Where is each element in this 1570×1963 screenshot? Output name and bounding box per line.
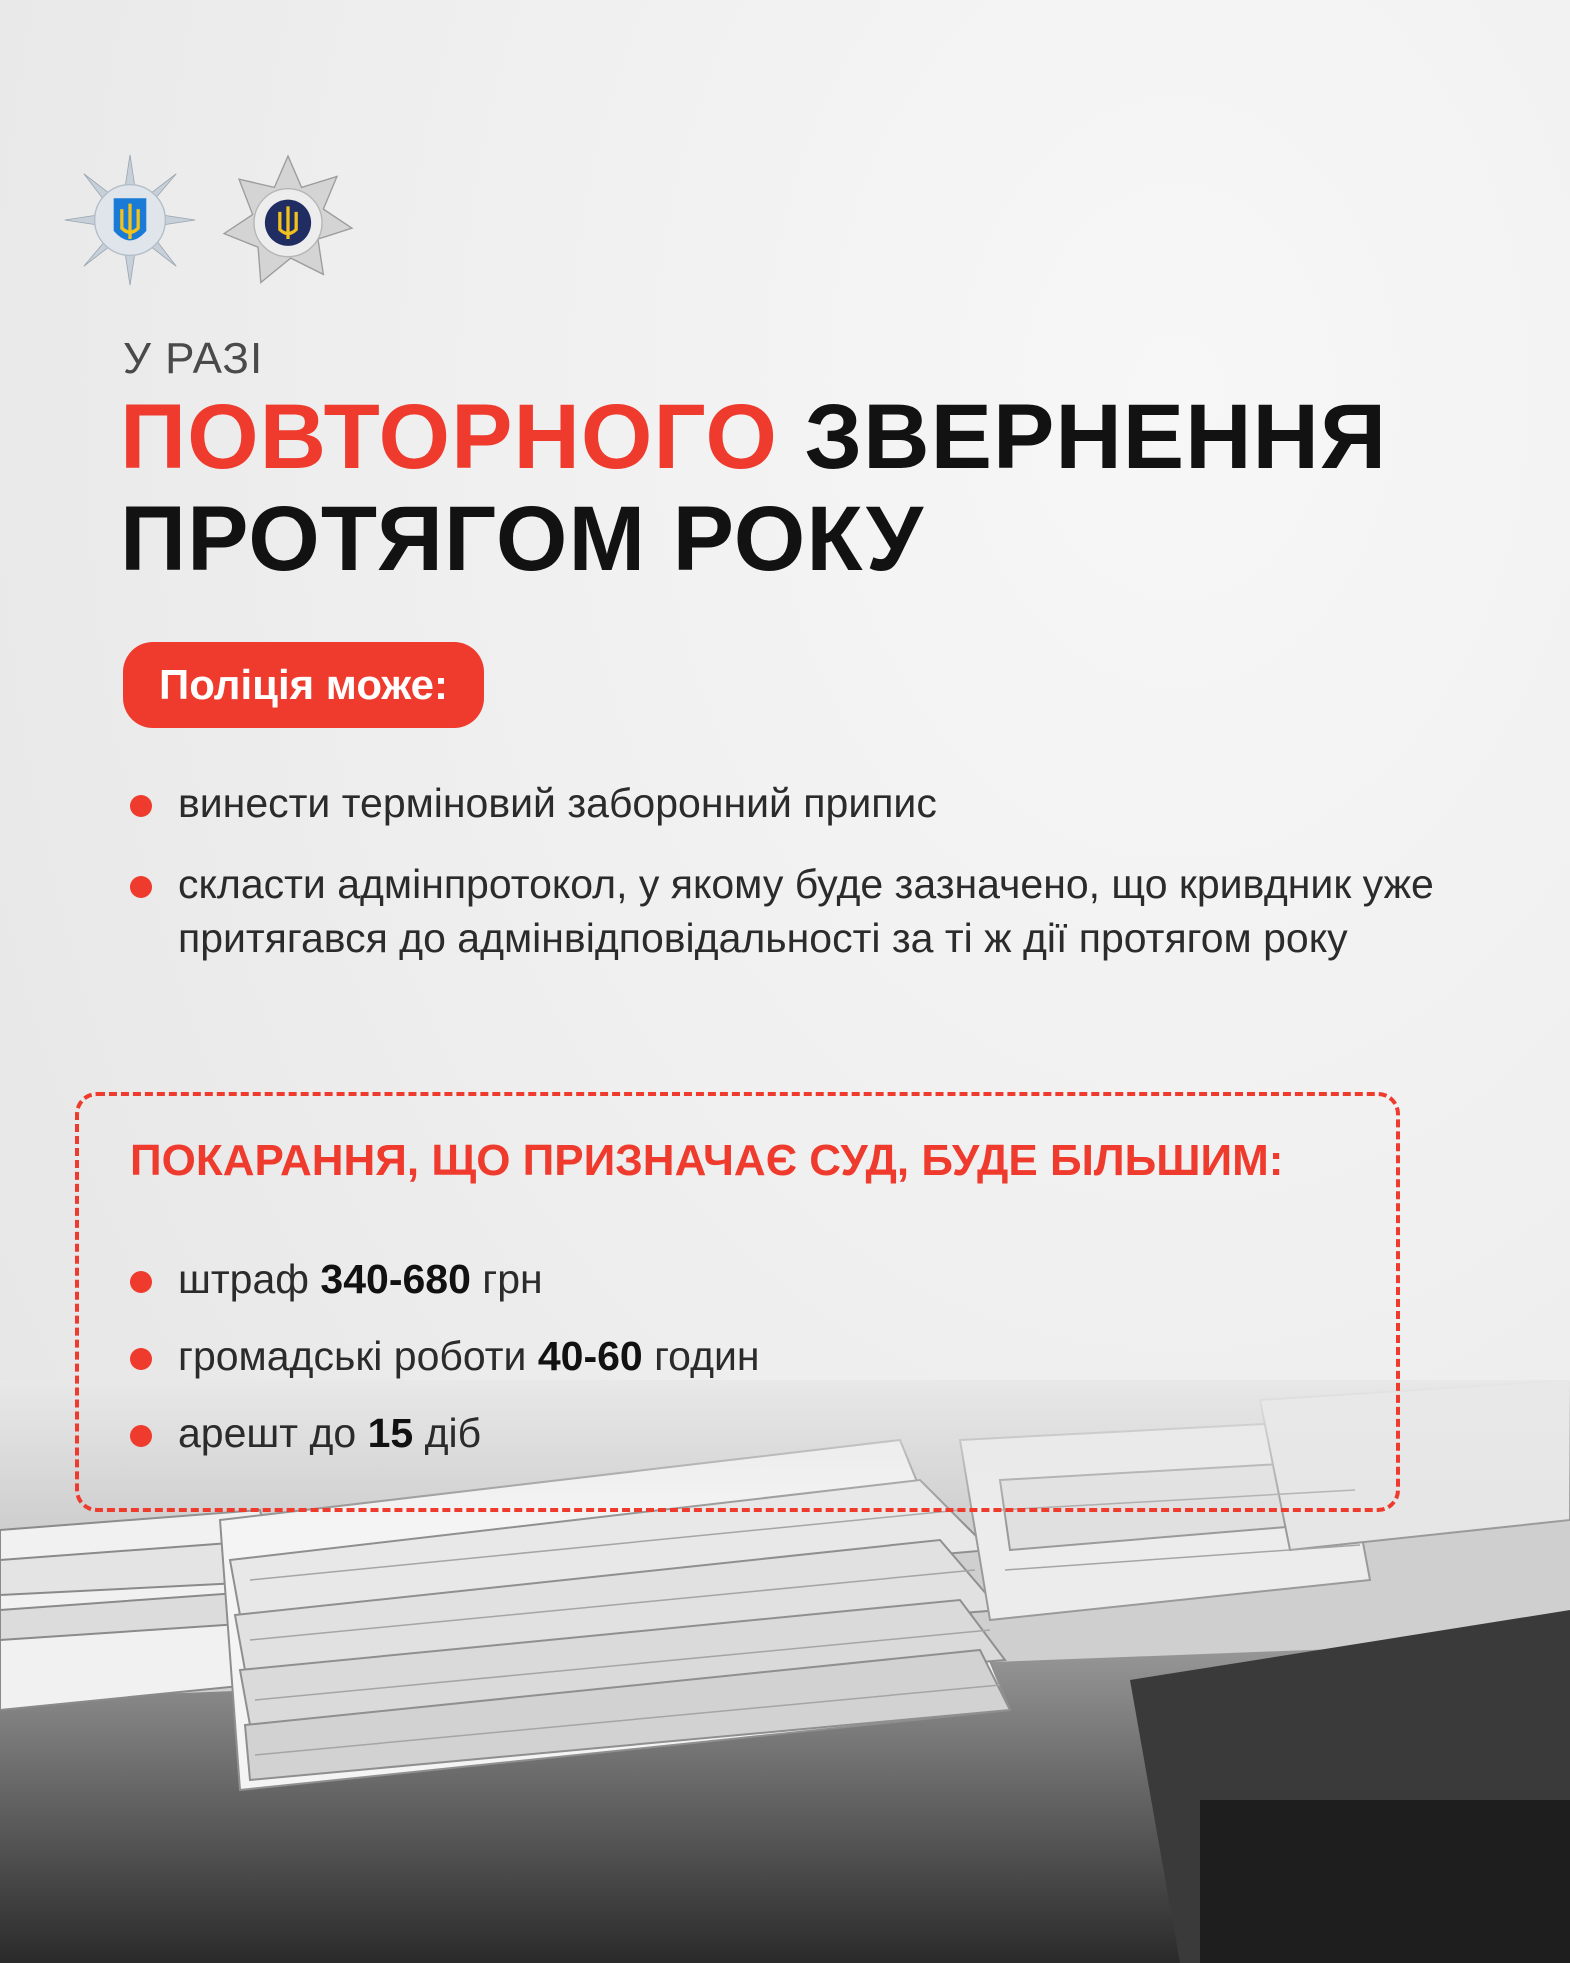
- penalty-suffix: годин: [642, 1333, 760, 1379]
- logos: [62, 152, 356, 288]
- headline: [120, 386, 1387, 590]
- penalty-value: 15: [367, 1410, 414, 1456]
- police-actions-list: [128, 776, 1498, 992]
- penalty-prefix: громадські роботи: [178, 1333, 538, 1379]
- penalty-prefix: арешт до: [178, 1410, 368, 1456]
- penalty-item-fine: [128, 1252, 760, 1306]
- penalty-list: [128, 1252, 760, 1483]
- police-action-item: скласти адмінпротокол, у якому буде зазначено, що кривдник уже притягався до адмінвідповідальності за ті ж дії протягом року: [128, 857, 1498, 965]
- headline-accent: ПОВТОРНОГО: [120, 386, 778, 488]
- penalty-item-community-work: [128, 1329, 760, 1383]
- penalty-prefix: штраф: [178, 1256, 321, 1302]
- police-can-pill: Поліція може:: [123, 642, 484, 728]
- headline-kicker: У РАЗІ: [123, 334, 264, 383]
- penalty-suffix: грн: [470, 1256, 543, 1302]
- penalty-suffix: діб: [413, 1410, 482, 1456]
- police-emblem-icon: [220, 152, 356, 288]
- penalty-value: 40-60: [537, 1333, 643, 1379]
- penalty-value: 340-680: [320, 1256, 471, 1302]
- penalty-box-title: ПОКАРАННЯ, ЩО ПРИЗНАЧАЄ СУД, БУДЕ БІЛЬШИМ:: [130, 1136, 1284, 1185]
- penalty-item-arrest: [128, 1406, 760, 1460]
- headline-rest: ЗВЕРНЕННЯ: [804, 386, 1388, 488]
- headline-line2: ПРОТЯГОМ РОКУ: [120, 488, 925, 590]
- mvs-emblem-icon: [62, 152, 198, 288]
- police-action-item: винести терміновий заборонний припис: [128, 776, 1498, 830]
